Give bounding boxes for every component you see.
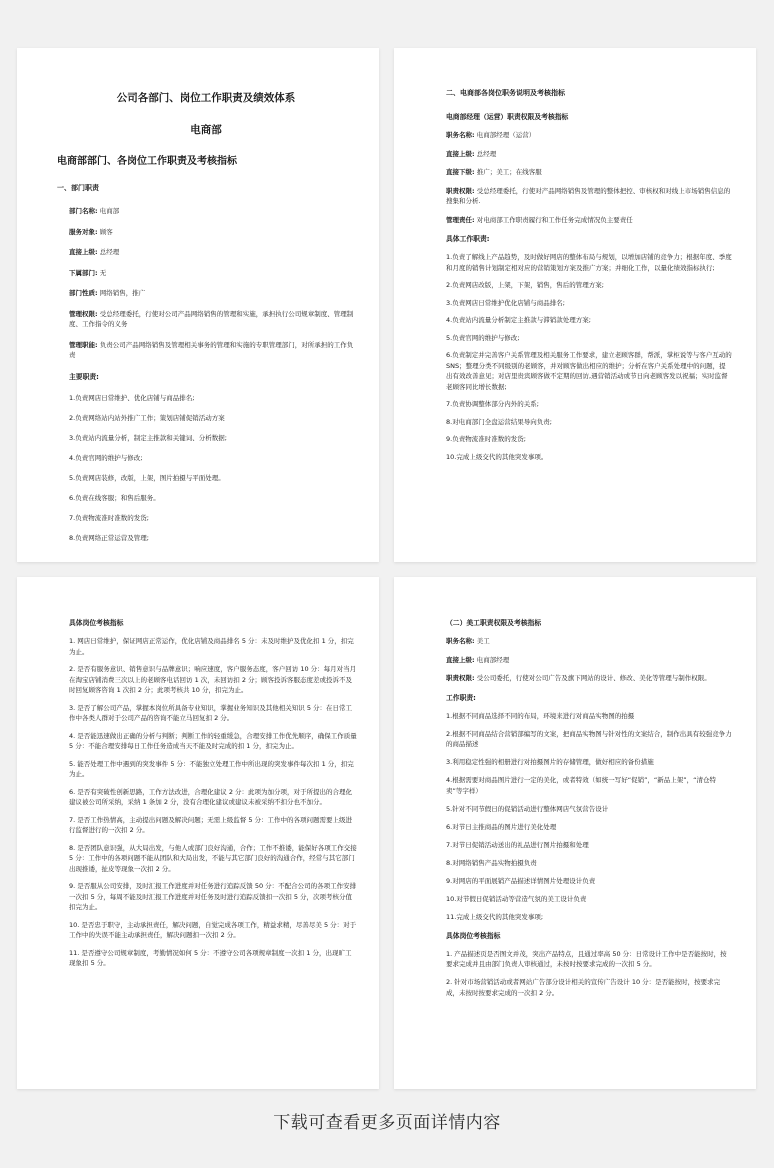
- document-title: 公司各部门、岗位工作职责及绩效体系: [116, 92, 296, 104]
- list-item: 9. 是否服从公司安排，及时汇报工作进度并对任务进行追踪反馈 50 分：不配合公司的各项工作安排一次扣 5 分，每周不能及时汇报工作进度并对任务及时进行追踪反馈扣一次扣 5 分，次项考核分值扣完为止。: [69, 882, 357, 911]
- kpi-list: [69, 636, 357, 969]
- duties-list: [57, 393, 355, 544]
- kpi-heading: 具体岗位考核指标: [69, 619, 124, 627]
- list-item: 4. 是否能迅速做出正确的分析与判断；判断工作的轻重缓急，合理安排工作优先顺序，确保工作质量 5 分：不能合理安排每日工作任务造成当天不能及时完成的扣 1 分，扣完为止。: [69, 731, 357, 750]
- list-item: 4.负责官网的维护与修改;: [69, 453, 143, 462]
- department-title: 电商部: [190, 124, 222, 136]
- list-item: 5.负责官网的维护与修改;: [446, 333, 520, 342]
- kpi-heading: 具体岗位考核指标: [446, 931, 501, 940]
- list-item: 1. 产品描述页是否图文并茂，突出产品特点，且通过率高 50 分：日常设计工作中是否能按时，按要求完成并且由部门负责人审核通过，未按时按要求完成的一次扣 5 分。: [446, 949, 727, 968]
- work-duties-heading: 具体工作职责:: [446, 235, 490, 243]
- field-key: 管理责任:: [446, 215, 475, 224]
- section-subtitle: 电商部部门、各岗位工作职责及考核指标: [57, 156, 237, 167]
- field-value: 电商部经理: [476, 655, 510, 664]
- field-row: [446, 655, 732, 666]
- list-item: 6.对节日主推商品的图片进行美化处理: [446, 822, 557, 831]
- field-key: 职务名称:: [446, 131, 475, 139]
- list-item: 7.负责物流准时准数的发货;: [69, 513, 149, 522]
- list-item: 9.负责物流准时准数的发货;: [446, 435, 526, 443]
- list-item: 6.负责在线客服；和售后服务。: [69, 493, 160, 502]
- list-item: 11. 是否遵守公司规章制度，考勤情况如何 5 分：不遵守公司各项规章制度一次扣 1 分，出现旷工现象扣 5 分。: [69, 948, 352, 967]
- duties-list: [446, 252, 732, 462]
- list-item: 2.负责网店改版，上架，下架，销售，售后的管理方案;: [446, 281, 604, 289]
- list-item: 10.对节假日促销活动等营造气氛的美工设计负责: [446, 894, 587, 903]
- field-key: 部门性质:: [69, 289, 98, 297]
- field-key: 职责权限:: [446, 674, 475, 682]
- list-item: 2. 是否有服务意识、销售意识与品牌意识；响应速度，客户服务态度，客户回访 10 分：每月对当月在淘宝店铺消费三次以上的老顾客电话回访 1 次，未回访扣 2 分；顾客投诉客服态度差或投诉不及时回复顾客咨询 1 次扣 2 分；此项考核共 10 分，扣完为止。: [69, 665, 357, 694]
- list-item: 3.负责站内流量分析，制定主推款和关键词、分析数据;: [69, 433, 227, 442]
- list-item: 9.对网店的平面展销产品描述详情图片处理设计负责: [446, 876, 596, 885]
- field-value: 对电商部工作职责履行和工作任务完成情况负主要责任: [476, 215, 633, 224]
- list-item: 5.负责网店装修，改版，上架，图片拍摄与平面处理。: [69, 473, 225, 482]
- field-key: 职务名称:: [446, 637, 475, 645]
- field-row: [57, 340, 355, 361]
- list-item: 1.根据不同商品选择不同的布局，环境来进行对商品实物图的拍摄: [446, 711, 635, 720]
- section-heading: 一、部门职责: [57, 184, 99, 192]
- list-item: 10. 是否忠于职守，主动承担责任，解决问题，自觉完成各项工作，精益求精，尽善尽美 5 分：对于工作中的失误不能主动承担责任，解决问题扣一次扣 2 分。: [69, 920, 357, 939]
- section-heading: 二、电商部各岗位职务说明及考核指标: [446, 89, 565, 97]
- field-value: 电商部: [99, 207, 120, 215]
- field-value: 受总经理委托，行使对产品网络销售及管理的整体把控、审核权和对线上市场销售信息的搜集和分析.: [446, 186, 731, 205]
- list-item: 8.负责网络正常运营及管理;: [69, 533, 149, 542]
- field-value: 推广；美工；在线客服: [476, 168, 542, 176]
- field-row: [57, 268, 355, 279]
- list-item: 2. 针对市场营销活动或者网站广告部分设计相关的宣传广告设计 10 分：是否能按时，按要求完成，未按时按要求完成的一次扣 2 分。: [446, 978, 721, 997]
- document-page-3: [17, 577, 379, 1089]
- duties-heading: 主要职责:: [69, 372, 99, 381]
- role-fields: [446, 130, 732, 225]
- field-key: 职责权限:: [446, 186, 475, 195]
- field-value: 受公司委托，行使对公司广告及旗下网站的设计、修改、美化等管理与制作权限。: [476, 674, 711, 682]
- list-item: 3.负责网店日常维护优化店铺与商品排名;: [446, 298, 565, 307]
- field-row: [57, 206, 355, 217]
- list-item: 6. 是否有突破性创新思路，工作方法改进，合理化建议 2 分：此项为加分项，对于所提出的合理化建议被公司所采纳，采纳 1 条加 2 分，没有合理化建议或建议未被采纳不扣分也不加分。: [69, 787, 353, 806]
- field-value: 受总经理委托，行使对公司产品网络销售的管理和实施，承担执行公司规章制度、管理制度、工作指令的义务: [69, 309, 354, 328]
- field-value: 总经理: [476, 149, 497, 158]
- field-value: 负责公司产品网络销售及管理相关事务的管理和实施的专职管理部门，对所承担的工作负责: [69, 340, 354, 359]
- list-item: 1. 网店日常维护，保证网店正常运作，优化店铺及商品排名 5 分：未及时维护及优化扣 1 分，扣完为止。: [69, 637, 354, 656]
- field-value: 总经理: [99, 248, 120, 256]
- field-value: 电商部经理（运营）: [476, 131, 536, 139]
- list-item: 5.针对不同节假日的促销活动进行整体网店气氛营告设计: [446, 804, 609, 813]
- list-item: 3. 是否了解公司产品，掌握本岗位所具备专业知识，掌握业务知识及其他相关知识 5 分：在日常工作中各类人群对于公司产品的咨询不能立马回复扣 2 分。: [69, 703, 353, 722]
- list-item: 5. 能否处理工作中遇到的突发事件 5 分：不能独立处理工作中所出现的突发事件每次扣 1 分，扣完为止。: [69, 759, 354, 778]
- field-row: [446, 186, 732, 207]
- list-item: 11.完成上级交代的其他突发事项;: [446, 912, 544, 921]
- list-item: 7. 是否工作热情高，主动提出问题及解决问题；无需上级监督 5 分：工作中的各项问题需要上级进行监督进行的一次扣 2 分。: [69, 815, 353, 834]
- list-item: 2.根据不同商品结合营销部编写的文案，把商品实物图与针对性的文案结合，制作出具有较强竞争力的商品描述: [446, 729, 732, 748]
- download-more-caption: 下载可查看更多页面详情内容: [273, 1113, 501, 1133]
- field-value: 顾客: [99, 227, 113, 236]
- field-row: [446, 130, 732, 141]
- field-value: 美工: [476, 637, 490, 645]
- duties-list: [446, 711, 732, 923]
- list-item: 7.对节日促销活动送出的礼品进行图片拍摄和处理: [446, 840, 589, 849]
- kpi-list: [446, 949, 732, 999]
- field-value: 无: [99, 268, 107, 277]
- list-item: 2.负责网络站内站外推广工作；策划店铺促销活动方案: [69, 413, 225, 422]
- field-row: [446, 149, 732, 160]
- role-fields: [446, 636, 732, 684]
- work-duties-heading: 工作职责:: [446, 693, 476, 702]
- list-item: 4.负责站内流量分析制定主推款与滞销款处理方案;: [446, 316, 591, 324]
- field-key: 直接下级:: [446, 168, 475, 176]
- document-page-2: [394, 48, 756, 562]
- list-item: 3.利用稳定性强的相册进行对拍摄图片的存储管理，做好相应的备份措施: [446, 758, 654, 766]
- field-value: 网络销售，推广: [99, 289, 146, 297]
- list-item: 8.对网络销售产品实物拍摄负责: [446, 858, 537, 867]
- document-page-1: [17, 48, 379, 562]
- document-page-4: [394, 577, 756, 1089]
- field-key: 部门名称:: [69, 207, 98, 215]
- list-item: 7.负责协调整体部分内外的关系;: [446, 400, 539, 408]
- field-row: [57, 288, 355, 299]
- field-key: 下属部门:: [69, 268, 98, 277]
- list-item: 8. 是否团队意识强，从大局出发，与他人或部门良好沟通，合作；工作不推诿，能保好各项工作交接 5 分：工作中的各项问题不能从团队和大局出发，不能与其它部门良好的沟通合作，经常与其它部门出现推诿，扯皮等现象一次扣 2 分。: [69, 843, 357, 873]
- department-fields: [57, 206, 355, 361]
- field-row: [57, 247, 355, 258]
- list-item: 6.负责制定并完善客户关系管理及相关服务工作要求，建立老顾客群，帮派，掌柜说等与客户互动的 SNS；整理分类不同级别的老顾客，并对顾客做出相应的维护；分析在客户关系处理中的问题，提出有效改善意见；对店里贵宾顾客做不定期的回访,遇营销活动或节日向老顾客发以祝福；实时监督老顾客同比增长数据;: [446, 351, 732, 391]
- list-item: 8.对电商部门全盘运营结果导向负责;: [446, 417, 552, 426]
- field-row: [57, 309, 355, 330]
- list-item: 4.根据需要对商品图片进行一定的美化，或者特效（如统一写好“促销”，“新品上架”，“清仓特卖”等字样）: [446, 776, 717, 795]
- field-row: [57, 227, 355, 238]
- field-key: 管理权限:: [69, 309, 98, 318]
- field-key: 服务对象:: [69, 227, 98, 236]
- list-item: 1.负责了解线上产品趋势，及时做好网店的整体布局与规划，以增加店铺的竞争力；根据年度、季度和月度的销售计划制定相对应的营销策划方案及推广方案；并细化工作，以量化绩效指标执行;: [446, 253, 732, 272]
- role-heading: （二）美工职责权限及考核指标: [446, 619, 542, 627]
- field-row: [446, 636, 732, 647]
- field-row: [446, 215, 732, 226]
- list-item: 10.完成上级交代的其他突发事项。: [446, 452, 548, 461]
- field-key: 管理职能:: [69, 340, 98, 349]
- field-key: 直接上级:: [69, 248, 98, 256]
- list-item: 1.负责网店日常维护、优化店铺与商品排名;: [69, 393, 195, 402]
- field-key: 直接上级:: [446, 655, 475, 664]
- role-heading: 电商部经理（运营）职责权限及考核指标: [446, 113, 569, 121]
- field-row: [446, 167, 732, 178]
- field-row: [446, 673, 732, 684]
- field-key: 直接上级:: [446, 149, 475, 158]
